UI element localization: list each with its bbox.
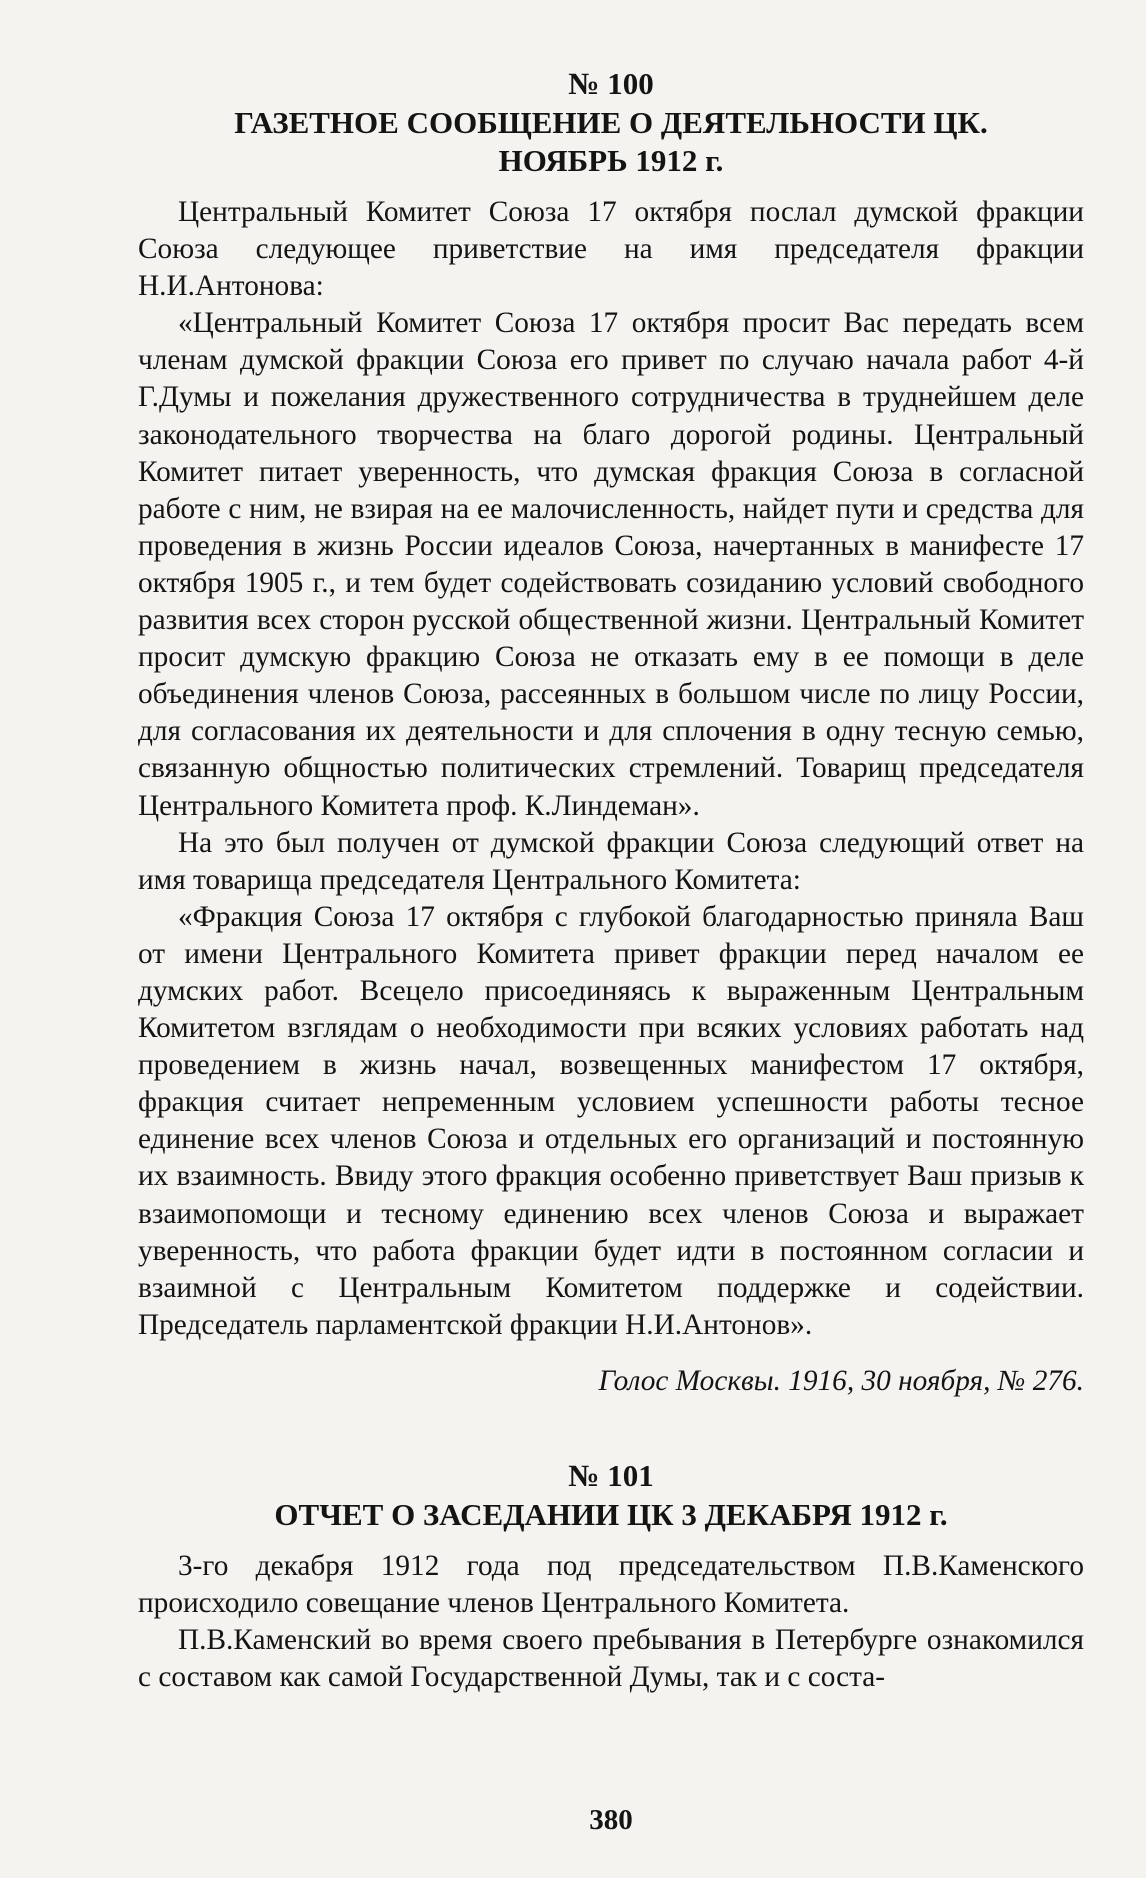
title-line-2: НОЯБРЬ 1912 г. bbox=[498, 143, 724, 178]
document-title-100 bbox=[138, 104, 1084, 180]
paragraph: На это был получен от думской фракции Союза следующий ответ на имя товарища председателя Центрального Комитета: bbox=[138, 826, 1084, 896]
title-line-1: ГАЗЕТНОЕ СООБЩЕНИЕ О ДЕЯТЕЛЬНОСТИ ЦК. bbox=[234, 105, 988, 140]
source-citation: Голос Москвы. 1916, 30 ноября, № 276. bbox=[598, 1364, 1084, 1397]
document-number-100: № 100 bbox=[568, 66, 654, 101]
paragraph: «Центральный Комитет Союза 17 октября просит Вас передать всем членам думской фракции Союза его привет по случаю начала работ 4-й Г.Думы и пожелания дружественного сотрудничества в труднейшем деле законодательного творчества на благо дорогой родины. Центральный Комитет питает уверенность, что думская фракция Союза в согласной работе с ним, не взирая на ее малочисленность, найдет пути и средства для проведения в жизнь России идеалов Союза, начертанных в манифесте 17 октября 1905 г., и тем будет содействовать созиданию условий свободного развития всех сторон русской общественной жизни. Центральный Комитет просит думскую фракцию Союза не отказать ему в ее помощи в деле объединения членов Союза, рассеянных в большом числе по лицу России, для согласования их деятельности и для сплочения в одну тесную семью, связанную общностью политических стремлений. Товарищ председателя Центрального Комитета проф. К.Линдеман». bbox=[138, 307, 1084, 822]
paragraph: 3-го декабря 1912 года под председательством П.В.Каменского происходило совещание членов Центрального Комитета. bbox=[138, 1549, 1084, 1619]
paragraph: Центральный Комитет Союза 17 октября послал думской фракции Союза следующее приветствие на имя председателя фракции Н.И.Антонова: bbox=[138, 196, 1084, 303]
document-number-101: № 101 bbox=[568, 1457, 654, 1493]
paragraph: П.В.Каменский во время своего пребывания в Петербурге ознакомился с составом как самой Государственной Думы, так и с соста- bbox=[138, 1624, 1084, 1694]
page-number: 380 bbox=[589, 1804, 633, 1836]
paragraph: «Фракция Союза 17 октября с глубокой благодарностью приняла Ваш от имени Центрального Комитета привет фракции перед началом ее думских работ. Всецело присоединяясь к выраженным Центральным Комитетом взглядам о необходимости при всяких условиях работать над проведением в жизнь начал, возвещенных манифестом 17 октября, фракция считает непременным условием успешности работы тесное единение всех членов Союза и отдельных его организаций и постоянную их взаимность. Ввиду этого фракция особенно приветствует Ваш призыв к взаимопомощи и тесному единению всех членов Союза и выражает уверенность, что работа фракции будет идти в постоянном согласии и взаимной с Центральным Комитетом поддержке и содействии. Председатель парламентской фракции Н.И.Антонов». bbox=[138, 900, 1084, 1341]
document-title-101: ОТЧЕТ О ЗАСЕДАНИИ ЦК 3 ДЕКАБРЯ 1912 г. bbox=[274, 1496, 948, 1532]
